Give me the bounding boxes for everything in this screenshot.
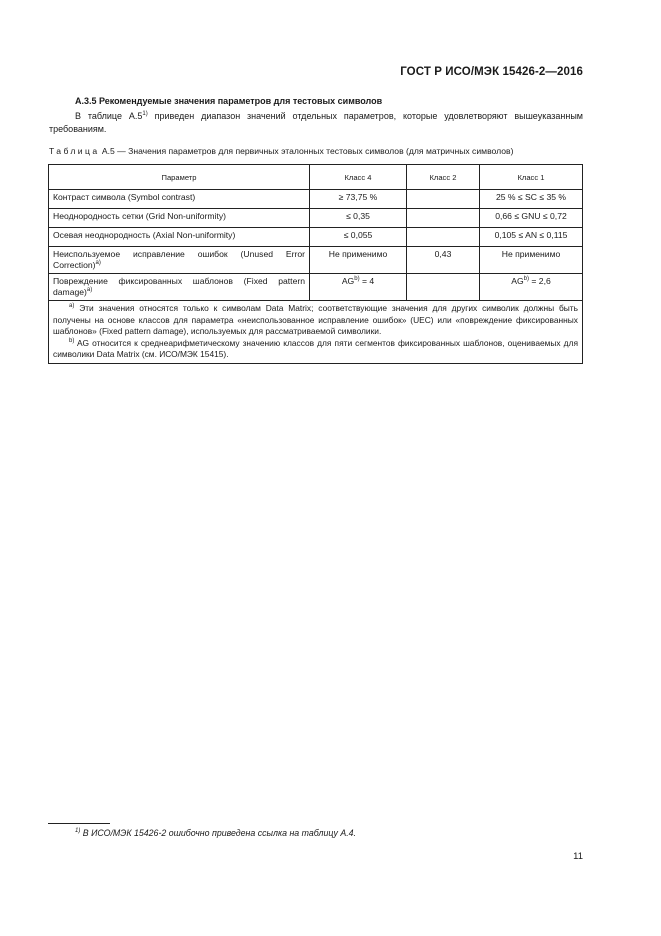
note-a-text: Эти значения относятся только к символам Data Matrix; соответствующие значения для других символик должны быть получены на основе классов для параметра «неиспользованное исправление ошибок» (UEC) или «повреждение фиксированных шаблонов» (Fixed pattern damage), используемых для рассматриваемой символики.: [53, 303, 578, 336]
ag-value: = 2,6: [529, 276, 551, 286]
class2-cell: [407, 228, 480, 247]
param-text: Неиспользуемое исправление ошибок (Unused Error Correction): [53, 249, 305, 270]
note-ref: a): [95, 260, 101, 266]
ag-label: AG: [341, 276, 355, 286]
section-heading: А.3.5 Рекомендуемые значения параметров для тестовых символов: [75, 96, 383, 106]
intro-text-after: приведен диапазон значений отдельных параметров, которые удовлетворяют вышеуказанным требованиям.: [49, 111, 583, 134]
table-row: [49, 209, 583, 228]
class4-cell: [310, 274, 407, 301]
document-header: ГОСТ Р ИСО/МЭК 15426-2—2016: [400, 66, 583, 78]
table-notes-row: [49, 301, 583, 364]
class1-cell: 0,105 ≤ AN ≤ 0,115: [480, 228, 583, 247]
class1-cell: [480, 274, 583, 301]
class2-cell: [407, 190, 480, 209]
class2-cell: 0,43: [407, 247, 480, 274]
table-header-row: [49, 165, 583, 190]
ag-value: = 4: [359, 276, 375, 286]
class1-cell: 25 % ≤ SC ≤ 35 %: [480, 190, 583, 209]
class4-cell: ≤ 0,35: [310, 209, 407, 228]
note-b-text: AG относится к среднеарифметическому значению классов для пяти сегментов фиксированных шаблонов, оцениваемых для символики Data Matrix (см. ИСО/МЭК 15415).: [53, 337, 578, 359]
ag-label: AG: [511, 276, 524, 286]
table-row: [49, 247, 583, 274]
class4-cell: Не применимо: [310, 247, 407, 274]
footnote-marker: 1): [75, 828, 81, 834]
table-row: [49, 190, 583, 209]
class1-cell: Не применимо: [480, 247, 583, 274]
note-ref: a): [86, 287, 93, 293]
intro-paragraph: [49, 110, 583, 136]
class2-cell: [407, 274, 480, 301]
class2-cell: [407, 209, 480, 228]
footnote-separator: [48, 823, 110, 824]
note-ref: b): [354, 276, 360, 282]
note-ref: b): [523, 276, 529, 282]
page-number: 11: [573, 851, 583, 862]
param-cell: Осевая неоднородность (Axial Non-uniformity): [49, 228, 310, 247]
note-a-marker: a): [69, 303, 75, 309]
page-footnote: [75, 828, 356, 838]
header-class-2: Класс 2: [407, 165, 480, 190]
note-b: [53, 338, 578, 361]
table-caption: [49, 146, 585, 156]
param-cell: Неоднородность сетки (Grid Non-uniformity): [49, 209, 310, 228]
header-class-1: Класс 1: [480, 165, 583, 190]
param-cell: [49, 274, 310, 301]
class4-cell: ≥ 73,75 %: [310, 190, 407, 209]
parameters-table: [48, 164, 583, 364]
table-row: [49, 274, 583, 301]
footnote-text: В ИСО/МЭК 15426-2 ошибочно приведена ссылка на таблицу А.4.: [80, 828, 356, 838]
header-class-4: Класс 4: [310, 165, 407, 190]
param-cell: [49, 247, 310, 274]
note-a: [53, 303, 578, 338]
note-b-marker: b): [69, 337, 75, 344]
param-text: Повреждение фиксированных шаблонов (Fixed pattern damage): [53, 276, 305, 297]
table-row: [49, 228, 583, 247]
intro-text-before: В таблице А.5: [75, 111, 143, 121]
table-caption-text: А.5 — Значения параметров для первичных эталонных тестовых символов (для матричных символов): [99, 146, 514, 156]
class4-cell: ≤ 0,055: [310, 228, 407, 247]
class1-cell: 0,66 ≤ GNU ≤ 0,72: [480, 209, 583, 228]
header-parameter: Параметр: [49, 165, 310, 190]
footnote-ref: 1): [142, 111, 148, 117]
table-caption-label: Таблица: [49, 146, 100, 156]
param-cell: Контраст символа (Symbol contrast): [49, 190, 310, 209]
table-notes: [49, 301, 583, 364]
